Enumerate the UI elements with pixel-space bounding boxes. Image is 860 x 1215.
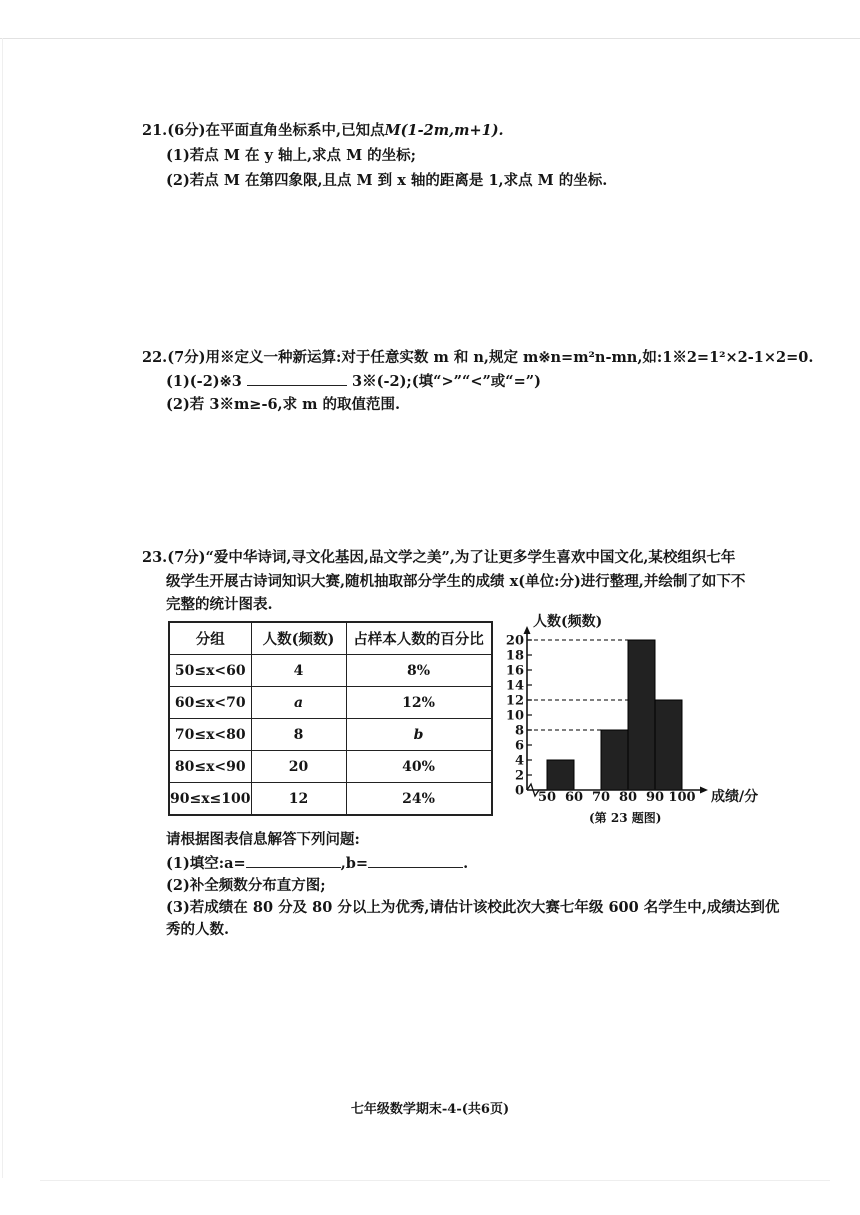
y-tick-label: 18	[505, 648, 524, 664]
y-axis-arrow	[524, 626, 531, 634]
q23-part1-end: .	[463, 855, 469, 872]
histogram-bar	[655, 700, 682, 790]
x-tick-label: 90	[645, 790, 665, 805]
table-cell-count: 12	[251, 783, 346, 816]
x-tick-label: 60	[564, 790, 584, 805]
q23-stem-3: 完整的统计图表.	[166, 596, 273, 613]
table-cell-group: 70≤x<80	[169, 719, 251, 751]
y-tick-label: 8	[514, 723, 524, 739]
y-tick-label: 10	[505, 708, 524, 724]
q22-number: 22.	[142, 349, 168, 366]
table-header-row	[169, 622, 492, 655]
table-cell-group: 60≤x<70	[169, 687, 251, 719]
table-cell-count: 4	[251, 655, 346, 687]
q23-prompt: 请根据图表信息解答下列问题:	[166, 831, 360, 848]
q22-part1-left: (1)(-2)※3	[166, 373, 242, 390]
table-row	[169, 687, 492, 719]
y-tick-label: 4	[514, 753, 524, 769]
q23-stem-2: 级学生开展古诗词知识大赛,随机抽取部分学生的成绩 x(单位:分)进行整理,并绘制了如下不	[166, 573, 746, 590]
table-cell-count: 20	[251, 751, 346, 783]
table-cell-count: a	[251, 687, 346, 719]
chart-caption: (第 23 题图)	[589, 811, 662, 825]
frequency-histogram	[505, 608, 780, 830]
q22-stem	[142, 348, 813, 368]
a-answer-blank[interactable]	[246, 853, 341, 868]
q21-stem	[142, 121, 504, 141]
q22-score: (7分)	[167, 349, 206, 366]
y-tick-label: 16	[505, 663, 524, 679]
q21-number: 21.	[142, 122, 168, 139]
chart-x-axis-label: 成绩/分	[711, 789, 759, 805]
y-tick-label: 2	[514, 768, 524, 784]
q23-stem-line1: “爱中华诗词,寻文化基因,品文学之美”,为了让更多学生喜欢中国文化,某校组织七年	[205, 549, 736, 566]
q22-part1-right: 3※(-2);(填“>”“<”或“=”)	[352, 373, 541, 390]
table-cell-percent: 24%	[346, 783, 492, 816]
table-row	[169, 719, 492, 751]
histogram-bar	[601, 730, 628, 790]
y-tick-label: 14	[505, 678, 524, 694]
page-footer: 七年级数学期末-4-(共6页)	[350, 1102, 510, 1117]
q23-score: (7分)	[167, 549, 206, 566]
y-tick-label: 0	[514, 783, 524, 799]
table-row	[169, 751, 492, 783]
x-tick-label: 50	[537, 790, 557, 805]
q23-part1-b-label: ,b=	[340, 855, 369, 872]
table-cell-percent: 8%	[346, 655, 492, 687]
q22-answer-blank[interactable]	[247, 371, 347, 386]
table-cell-percent: 12%	[346, 687, 492, 719]
x-axis-arrow	[700, 787, 708, 794]
table-cell-count: 8	[251, 719, 346, 751]
q22-part2: (2)若 3※m≥-6,求 m 的取值范围.	[166, 396, 401, 413]
q23-part1-label: (1)填空:a=	[166, 855, 246, 872]
q21-stem-text: 在平面直角坐标系中,已知点	[205, 122, 385, 139]
table-cell-percent: b	[346, 719, 492, 751]
page-bottom-rule	[40, 1180, 830, 1181]
x-tick-label: 70	[591, 790, 611, 805]
q21-score: (6分)	[167, 122, 206, 139]
q23-part2: (2)补全频数分布直方图;	[166, 877, 326, 894]
q22-stem-text: 用※定义一种新运算:对于任意实数 m 和 n,规定 m※n=m²n-mn,如:1※2=1²×2-1×2=0.	[205, 349, 814, 366]
q23-part3-1: (3)若成绩在 80 分及 80 分以上为优秀,请估计该校此次大赛七年级 600 名学生中,成绩达到优	[166, 899, 780, 916]
table-cell-group: 80≤x<90	[169, 751, 251, 783]
q23-part3-2: 秀的人数.	[166, 921, 230, 938]
y-tick-label: 20	[505, 633, 524, 649]
y-tick-label: 12	[505, 693, 524, 709]
q23-number: 23.	[142, 549, 168, 566]
q23-part1	[166, 853, 468, 874]
b-answer-blank[interactable]	[368, 853, 463, 868]
q22-part1	[166, 371, 541, 392]
histogram-bar	[628, 640, 655, 790]
x-tick-label: 100	[668, 790, 696, 805]
table-header-cell: 分组	[169, 622, 251, 655]
frequency-table	[168, 621, 493, 816]
table-row	[169, 783, 492, 816]
table-row	[169, 655, 492, 687]
table-header-cell: 人数(频数)	[251, 622, 346, 655]
q21-part2: (2)若点 M 在第四象限,且点 M 到 x 轴的距离是 1,求点 M 的坐标.	[166, 172, 608, 189]
table-cell-group: 90≤x≤100	[169, 783, 251, 816]
y-tick-label: 6	[514, 738, 524, 754]
page-left-edge	[2, 38, 3, 1178]
page-top-rule	[0, 38, 860, 39]
chart-title: 人数(频数)	[533, 614, 603, 630]
table-cell-percent: 40%	[346, 751, 492, 783]
q23-stem-1	[142, 548, 735, 568]
histogram-bar	[547, 760, 574, 790]
x-tick-label: 80	[618, 790, 638, 805]
q21-part1: (1)若点 M 在 y 轴上,求点 M 的坐标;	[166, 147, 417, 164]
table-header-cell: 占样本人数的百分比	[346, 622, 492, 655]
q21-point: M(1-2m,m+1).	[384, 122, 504, 139]
table-cell-group: 50≤x<60	[169, 655, 251, 687]
